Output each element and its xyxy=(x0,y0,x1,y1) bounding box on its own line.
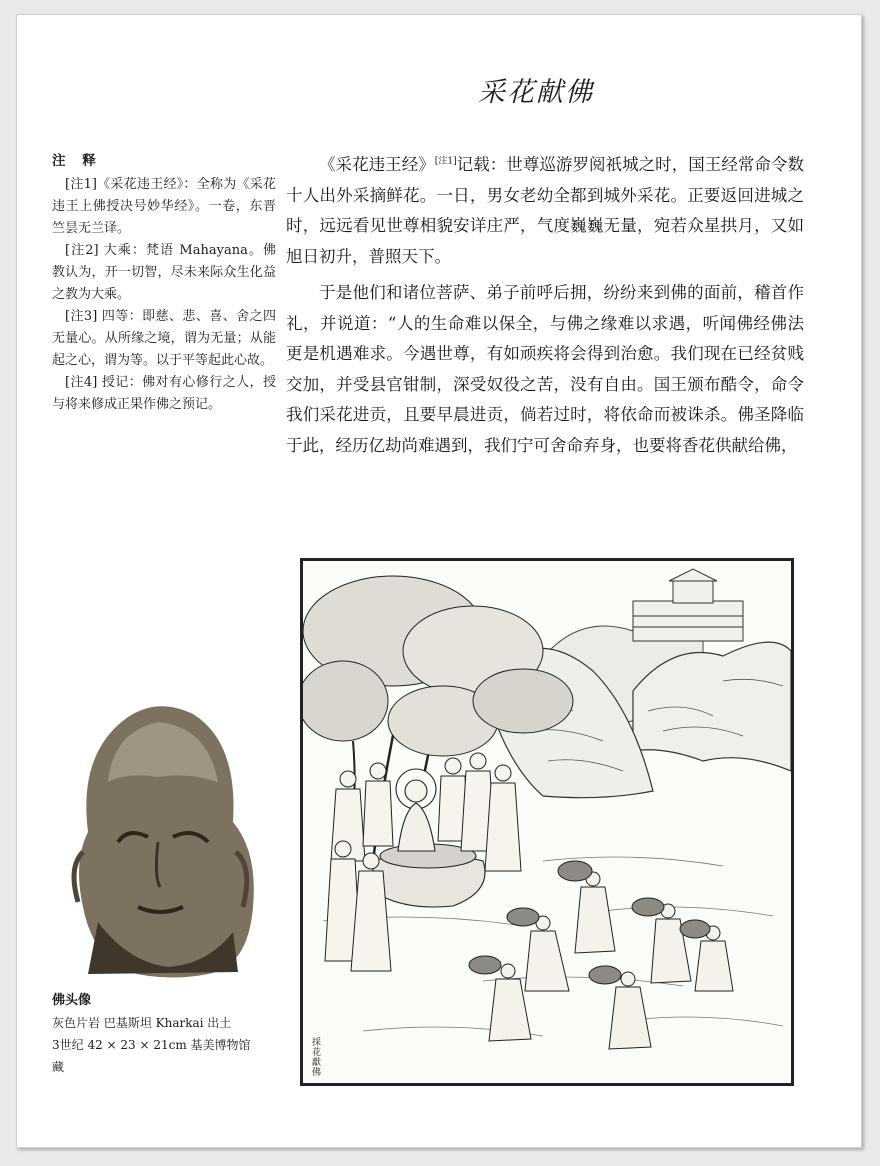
caption-title: 佛头像 xyxy=(52,993,92,1008)
notes-column xyxy=(52,150,276,416)
note-3: [注3] 四等：即慈、悲、喜、舍之四无量心。从所缘之境，谓为无量；从能起之心，谓为等。以于平等起此心故。 xyxy=(52,309,276,368)
paragraph-1-rest: 记载：世尊巡游罗阅祇城之时，国王经常命令数十人出外采摘鲜花。一日，男女老幼全都到城外采花。正要返回进城之时，远远看见世尊相貌安详庄严，气度巍巍无量，宛若众星拱月，又如旭日初升，普照天下。 xyxy=(286,155,805,266)
photo-caption xyxy=(52,990,282,1078)
illustration-seal-text: 採花獻佛 xyxy=(312,1038,322,1078)
notes-heading: 注 释 xyxy=(52,153,102,169)
caption-line-1: 灰色片岩 巴基斯坦 Kharkai 出土 xyxy=(52,1016,232,1030)
buddha-head-photo xyxy=(58,692,258,982)
note-2: [注2] 大乘：梵语 Mahayana。佛教认为，开一切智，尽未来际众生化益之教为大乘。 xyxy=(52,243,276,302)
paragraph-1 xyxy=(286,150,804,272)
illustration-drawing xyxy=(303,561,791,1083)
woodblock-illustration xyxy=(300,558,794,1086)
footnote-ref-1: [注1] xyxy=(434,156,457,167)
note-4: [注4] 授记：佛对有心修行之人，授与将来修成正果作佛之预记。 xyxy=(52,375,276,412)
paragraph-1-start: 《采花违王经》 xyxy=(319,155,435,174)
caption-line-2: 3世纪 42 × 23 × 21cm 基美博物馆 xyxy=(52,1038,251,1052)
caption-line-3: 藏 xyxy=(52,1060,65,1074)
page-title: 采花献佛 xyxy=(478,77,594,108)
note-1: [注1]《采花违王经》：全称为《采花违王上佛授决号妙华经》。一卷，东晋竺昙无兰译。 xyxy=(52,177,276,236)
main-text xyxy=(286,150,804,461)
paragraph-2: 于是他们和诸位菩萨、弟子前呼后拥，纷纷来到佛的面前，稽首作礼，并说道：“人的生命难以保全，与佛之缘难以求遇，听闻佛经佛法更是机遇难求。今遇世尊，有如顽疾将会得到治愈。我们现在已经贫贱交加，并受县官钳制，深受奴役之苦，没有自由。国王颁布酷令，命令我们采花进贡，且要早晨进贡，倘若过时，将依命而被诛杀。佛圣降临于此，经历亿劫尚难遇到，我们宁可舍命弃身，也要将香花供献给佛， xyxy=(286,283,804,455)
